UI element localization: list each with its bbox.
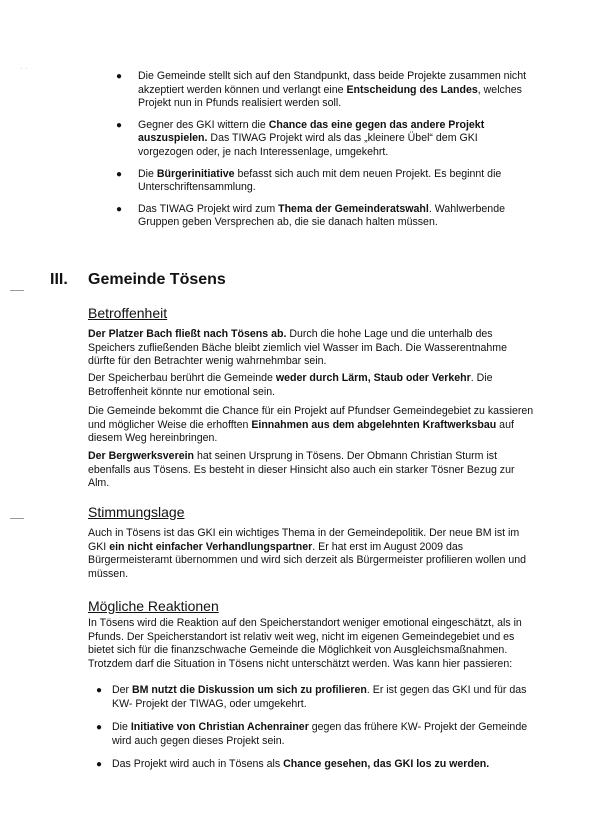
text-run: Das TIWAG Projekt wird als das „kleinere Übel“ dem GKI vorgezogen oder, je nach Interessenlage, umgekehrt. [138,132,478,158]
bottom-bullet-list [90,684,532,782]
bold-text: Chance gesehen, das GKI los zu werden. [283,758,490,771]
list-item [90,684,532,711]
text-run: Das Projekt wird auch in Tösens als [112,758,284,771]
bold-text: ein nicht einfacher Verhandlungspartner [109,540,313,553]
bold-text: Der Platzer Bach fließt nach Tösens ab. [88,328,287,340]
bullet-dot-icon: ● [96,759,103,771]
text-run: Das TIWAG Projekt wird zum [138,202,279,215]
paragraph [88,372,534,399]
text-run: Der [112,684,133,696]
bold-text: Der Bergwerksverein [88,450,194,462]
text-run: Durch die hohe Lage und die unterhalb des Speichers zufließenden Bäche bleibt ziemlich viel Wasser im Bach. Die Wasserentnahme dürfte für den Betrachter wenig wahrnehmbar sein. [88,328,508,368]
bold-text: Entscheidung des Landes [346,83,478,96]
list-item [104,203,534,230]
list-item [90,758,532,772]
subheading-betroffenheit: Betroffenheit [88,305,168,321]
text-run: Die [138,167,157,180]
text-run: Die Gemeinde stellt sich auf den Standpunkt, dass beide Projekte zusammen nicht akzeptiert werden können und verlangt eine [138,70,527,96]
bold-text: Chance das eine gegen das andere Projekt auszuspielen. [138,118,485,145]
subheading-reaktionen: Mögliche Reaktionen [88,598,219,614]
text-run: Der Speicherbau berührt die Gemeinde [88,372,276,384]
punch-hole-mark [10,290,24,291]
text-run: . Er ist gegen das GKI und für das KW- Projekt der TIWAG, oder umgekehrt. [112,684,527,710]
bullet-dot-icon: ● [96,685,103,696]
text-run: . Er hat erst im August 2009 das Bürgermeisteramt übernommen und wird sich derzeit als Bürgermeister profilieren wollen und müssen. [88,540,527,580]
text-run: . Wahlwerbende Gruppen geben Versprechen ab, die sie danach halten müssen. [138,202,505,229]
bullet-dot-icon: ● [116,203,123,215]
text-run: gegen das frühere KW- Projekt der Gemeinde wird auch gegen dieses Projekt sein. [112,721,528,747]
text-run: Auch in Tösens ist das GKI ein wichtiges Thema in der Gemeindepolitik. Der neue BM ist im GKI [88,527,520,553]
bullet-dot-icon: ● [116,119,123,131]
subheading-stimmungslage: Stimmungslage [88,504,185,520]
list-item [104,70,534,111]
bold-text: Thema der Gemeinderatswahl [278,202,429,215]
paragraph [88,527,534,581]
section-title: Gemeinde Tösens [88,271,226,288]
bold-text: BM nutzt die Diskussion um sich zu profilieren [132,684,367,696]
section-number: III. [50,271,68,288]
text-run: hat seinen Ursprung in Tösens. Der Obmann Christian Sturm ist ebenfalls aus Tösens. Es besteht in dieser Hinsicht also auch ein starker Tösner Bezug zur Alm. [88,450,515,490]
paragraph [88,450,534,491]
list-item [104,119,534,160]
text-run: Gegner des GKI wittern die [138,118,269,131]
list-item [104,168,534,195]
bold-text: Bürgerinitiative [156,167,235,180]
text-run: auf diesem Weg hereinbringen. [88,418,514,445]
text-run: , welches Projekt nun in Pfunds realisiert werden soll. [138,83,522,110]
bold-text: Einnahmen aus dem abgelehnten Kraftwerksbau [251,418,497,431]
text-run: . Die Betroffenheit könnte nur emotional sein. [88,372,493,398]
paragraph [88,328,534,369]
text-run: befasst sich auch mit dem neuen Projekt. Es beginnt die Unterschriftensammlung. [138,167,502,194]
top-bullet-list [104,70,534,238]
punch-hole-mark [10,518,24,519]
bold-text: Initiative von Christian Achenrainer [130,721,309,734]
paragraph [88,405,534,446]
text-run: In Tösens wird die Reaktion auf den Speicherstandort weniger emotional eingeschätzt, als in Pfunds. Der Speicherstandort ist relativ weit weg, nicht im eigenen Gemeindegebiet und es bietet sich für die finanzschwache Gemeinde die Möglichkeit von Ausgleichsmaßnahmen. Trotzdem darf die Situation in Tösens nicht unterschätzt werden. Was kann hier passieren: [88,617,522,670]
bold-text: weder durch Lärm, Staub oder Verkehr [275,372,471,384]
text-run: Die [112,721,131,734]
scan-speck: · · [20,64,28,73]
list-item [90,721,532,748]
paragraph [88,617,534,671]
bullet-dot-icon: ● [96,722,103,734]
bullet-dot-icon: ● [116,168,123,180]
section-heading [50,270,226,290]
bullet-dot-icon: ● [116,71,123,82]
text-run: Die Gemeinde bekommt die Chance für ein Projekt auf Pfundser Gemeindegebiet zu kassieren und möglicher Weise die erhofften [88,405,534,431]
